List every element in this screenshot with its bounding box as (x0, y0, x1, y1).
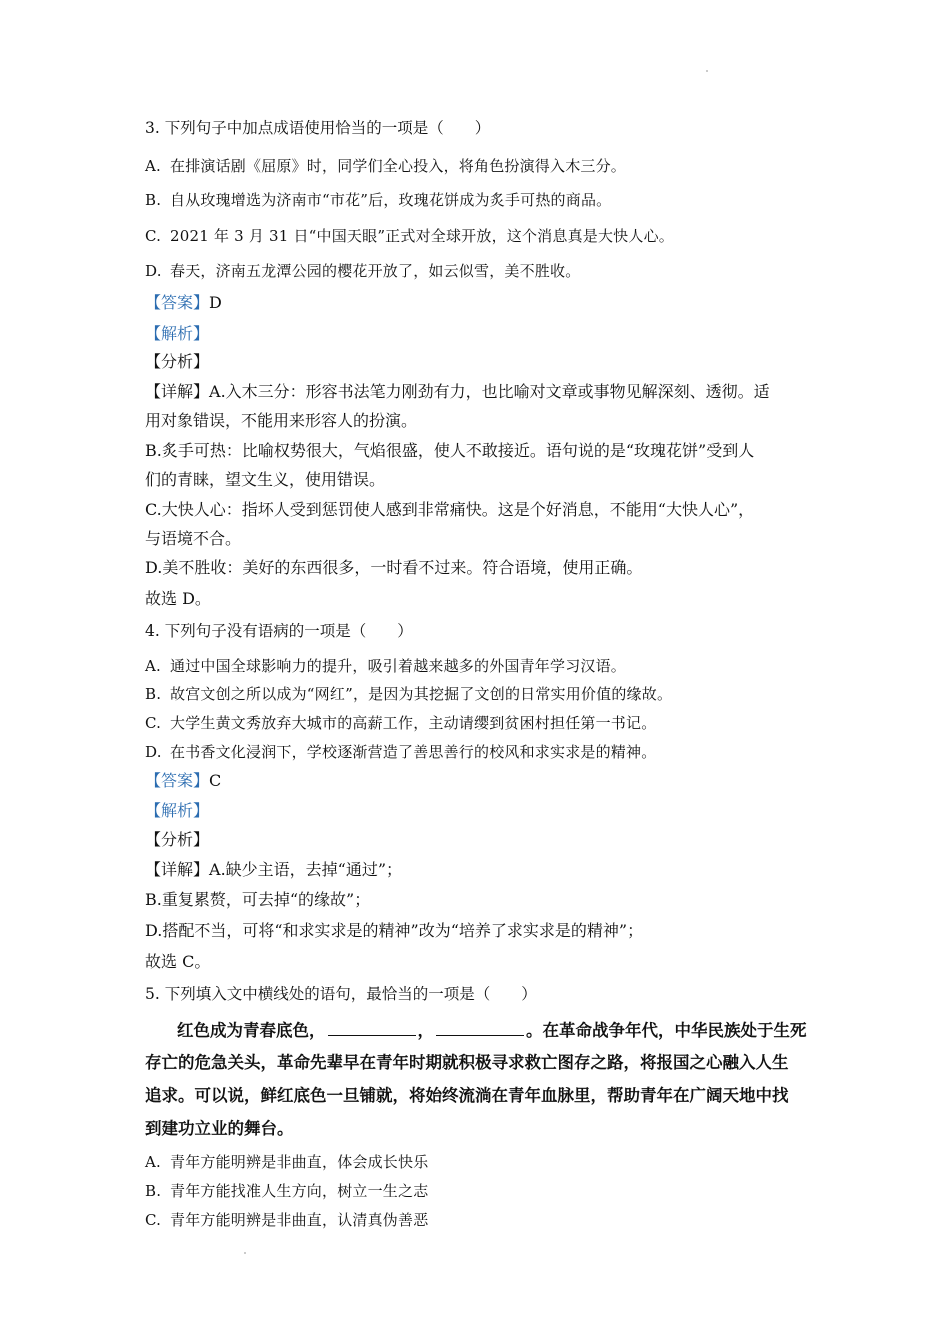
q3-detail-line: B.炙手可热：比喻权势很大，气焰很盛，使人不敢接近。语句说的是“玫瑰花饼”受到人 (145, 441, 755, 460)
q3-option-d: D. 春天，济南五龙潭公园的樱花开放了，如云似雪，美不胜收。 (145, 262, 581, 280)
q4-option-b: B. 故宫文创之所以成为“网红”，是因为其挖掘了文创的日常实用价值的缘故。 (145, 685, 673, 703)
q3-conclusion: 故选 D。 (145, 589, 211, 608)
q3-detail-line: 与语境不合。 (145, 529, 242, 548)
q3-detail-line: 们的青睐，望文生义，使用错误。 (145, 470, 386, 489)
q3-stem: 3. 下列句子中加点成语使用恰当的一项是（ ） (145, 119, 491, 137)
q4-answer: 【答案】C (145, 771, 222, 790)
q3-detail-line: 用对象错误，不能用来形容人的扮演。 (145, 411, 418, 430)
q5-option-b: B. 青年方能找准人生方向，树立一生之志 (145, 1182, 429, 1200)
q4-stem: 4. 下列句子没有语病的一项是（ ） (145, 622, 413, 640)
q5-passage-line: 红色成为青春底色， ， 。在革命战争年代，中华民族处于生死 (177, 1021, 807, 1040)
q5-passage-line: 追求。可以说，鲜红底色一旦铺就，将始终流淌在青年血脉里，帮助青年在广阔天地中找 (145, 1086, 789, 1105)
q4-detail-line: 【详解】A.缺少主语，去掉“通过”； (145, 860, 403, 879)
scan-speck (244, 1252, 246, 1254)
q4-fenxi-tag: 【分析】 (145, 830, 210, 849)
answer-blank (328, 1021, 416, 1036)
q3-option-c: C. 2021 年 3 月 31 日“中国天眼”正式对全球开放，这个消息真是大快人心。 (145, 227, 674, 245)
q3-answer: 【答案】D (145, 293, 222, 312)
q5-option-a: A. 青年方能明辨是非曲直，体会成长快乐 (145, 1153, 429, 1171)
q4-option-a: A. 通过中国全球影响力的提升，吸引着越来越多的外国青年学习汉语。 (145, 657, 627, 675)
q3-option-a: A. 在排演话剧《屈原》时，同学们全心投入，将角色扮演得入木三分。 (145, 157, 627, 175)
q4-conclusion: 故选 C。 (145, 952, 211, 971)
q5-stem: 5. 下列填入文中横线处的语句，最恰当的一项是（ ） (145, 985, 537, 1003)
q3-detail-line: 【详解】A.入木三分：形容书法笔力刚劲有力，也比喻对文章或事物见解深刻、透彻。适 (145, 382, 770, 401)
q4-detail-line: B.重复累赘，可去掉“的缘故”； (145, 890, 371, 909)
q5-option-c: C. 青年方能明辨是非曲直，认清真伪善恶 (145, 1211, 429, 1229)
scan-speck (706, 70, 708, 72)
q3-detail-line: D.美不胜收：美好的东西很多，一时看不过来。符合语境，使用正确。 (145, 558, 643, 577)
q3-fenxi-tag: 【分析】 (145, 352, 210, 371)
q4-option-c: C. 大学生黄文秀放弃大城市的高薪工作，主动请缨到贫困村担任第一书记。 (145, 714, 657, 732)
q4-detail-line: D.搭配不当，可将“和求实求是的精神”改为“培养了求实求是的精神”； (145, 921, 644, 940)
q4-option-d: D. 在书香文化浸润下，学校逐渐营造了善思善行的校风和求实求是的精神。 (145, 743, 657, 761)
q3-detail-line: C.大快人心：指坏人受到惩罚使人感到非常痛快。这是个好消息，不能用“大快人心”， (145, 500, 755, 519)
q3-analysis-tag: 【解析】 (145, 324, 210, 343)
answer-blank (436, 1021, 524, 1036)
q5-passage-line: 到建功立业的舞台。 (145, 1119, 294, 1138)
q3-option-b: B. 自从玫瑰增选为济南市“市花”后，玫瑰花饼成为炙手可热的商品。 (145, 191, 612, 209)
q5-passage-line: 存亡的危急关头，革命先辈早在青年时期就积极寻求救亡图存之路，将报国之心融入人生 (145, 1053, 789, 1072)
q4-analysis-tag: 【解析】 (145, 801, 210, 820)
